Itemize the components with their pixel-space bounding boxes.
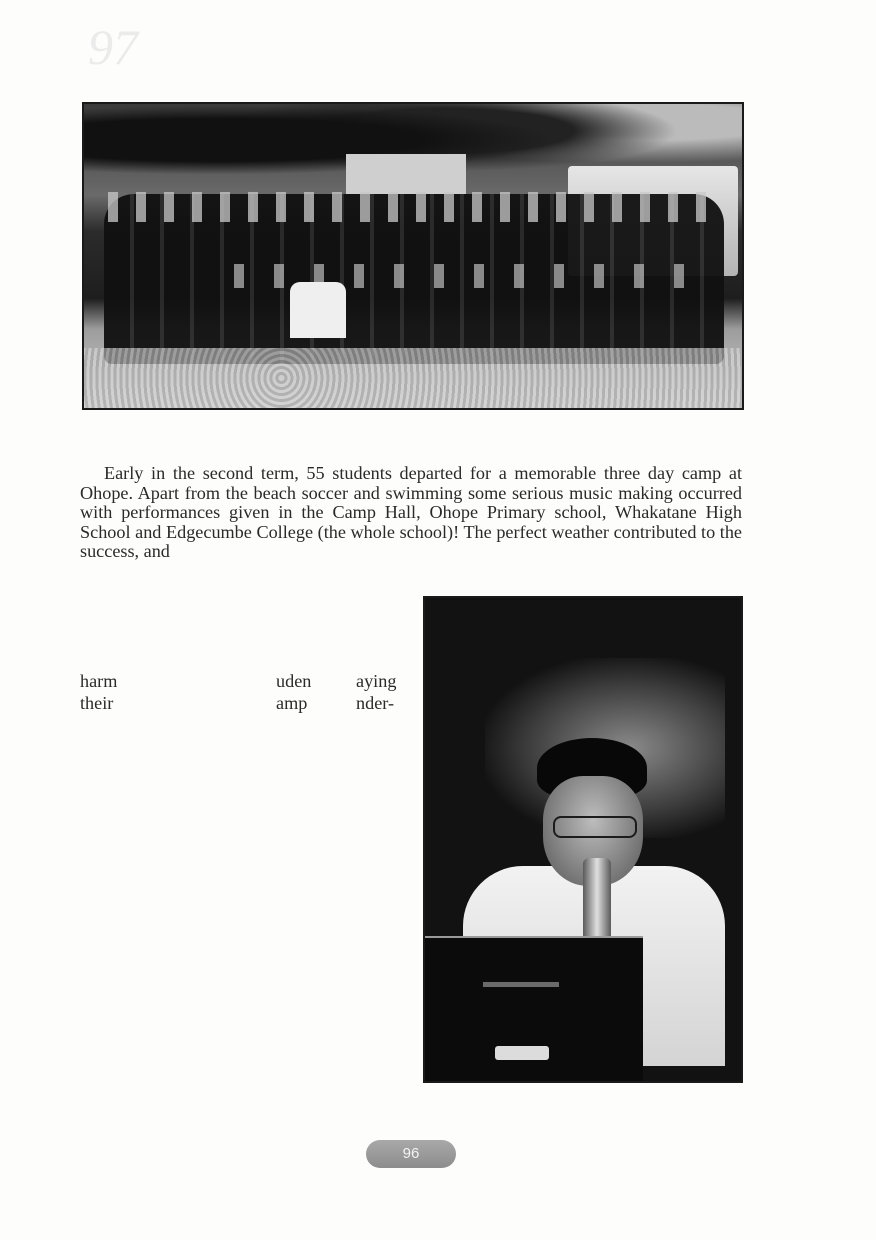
photo-ground [84,348,742,408]
text-fragments [80,670,410,714]
header-year: 97 [88,19,138,75]
photo-white-shirt [290,282,346,338]
header-watermark [88,18,138,76]
fragment-word: nder- [356,693,395,713]
fragment-word: harm [80,671,118,691]
fragment-word: their [80,693,114,713]
photo-faces-back-row [108,192,720,222]
fragment-line-1 [80,670,410,692]
article-paragraph [80,464,742,562]
article-paragraph-text: Early in the second term, 55 students departed for a memorable three day camp at Ohope. Apart from the beach soccer and swimming some serious music making occurred with performances given in the Camp Hall, Ohope Primary school, Whakatane High School and Edgecumbe College (the whole school)! The perfect weather contributed to the success, and [80,463,742,562]
page-number-badge: 96 [366,1140,456,1168]
trumpet-player-photo [423,596,743,1083]
group-photo [82,102,744,410]
trumpet-icon [583,858,611,948]
photo-player-glasses [553,816,637,838]
fragment-line-2 [80,692,410,714]
photo-stand-light [495,1046,549,1060]
fragment-word: amp [276,693,308,713]
photo-building [346,154,466,194]
fragment-word: uden [276,671,312,691]
photo-music-stand [425,936,643,1083]
photo-stand-highlight [483,982,559,987]
fragment-word: aying [356,671,397,691]
